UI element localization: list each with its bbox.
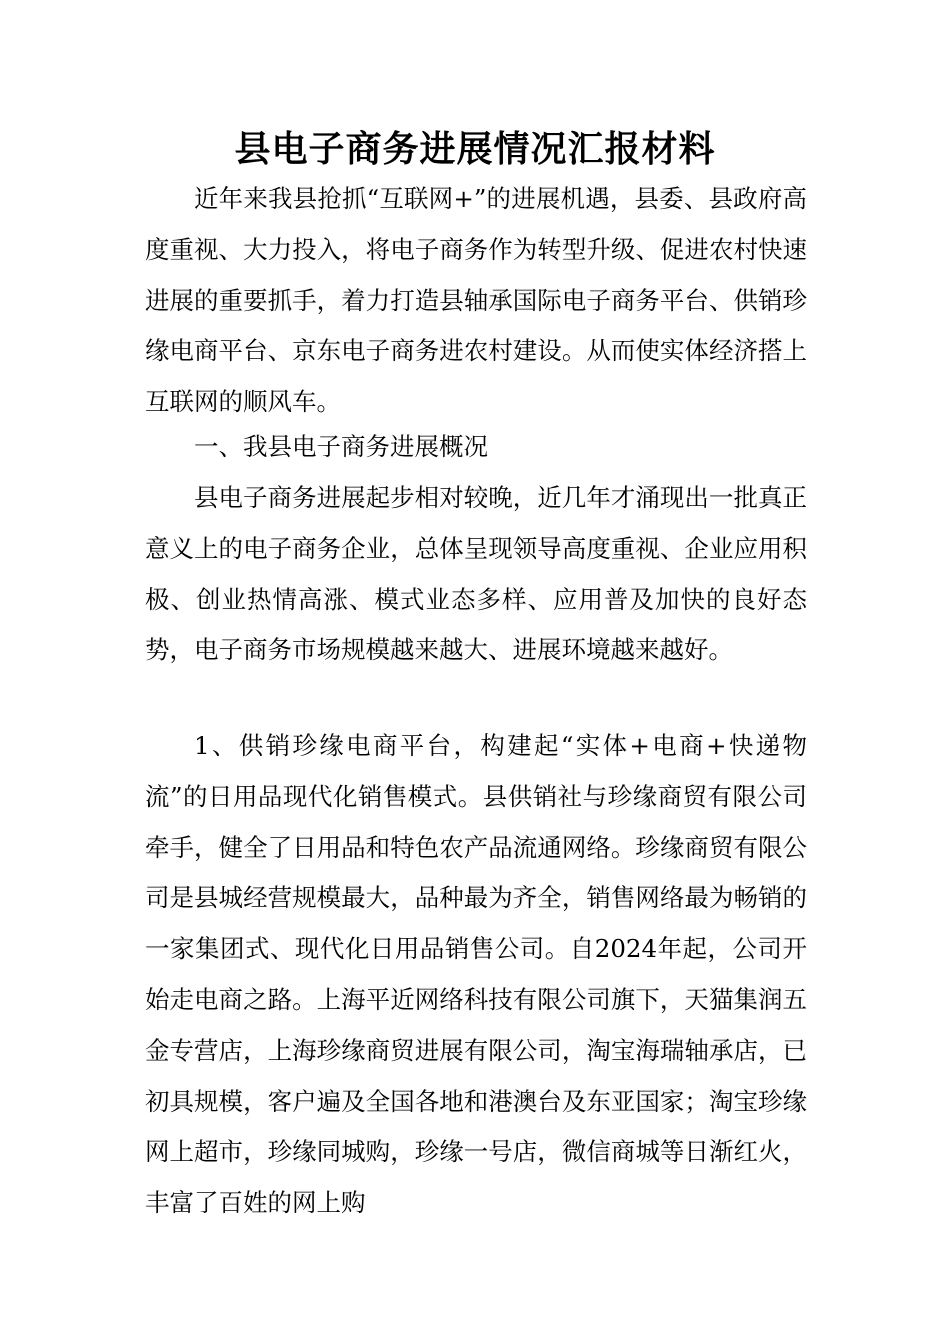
intro-paragraph: 近年来我县抢抓“互联网+”的进展机遇，县委、县政府高度重视、大力投入，将电子商务作为转型升级、促进农村快速进展的重要抓手，着力打造县轴承国际电子商务平台、供销珍缘电商平台、京东电子商务进农村建设。从而使实体经济搭上互联网的顺风车。 — [145, 184, 807, 417]
document-title: 县电子商务进展情况汇报材料 — [234, 129, 716, 170]
section-heading: 一、我县电子商务进展概况 — [194, 432, 488, 461]
item-1-paragraph: 1、供销珍缘电商平台，构建起“实体+电商+快递物流”的日用品现代化销售模式。县供销社与珍缘商贸有限公司牵手，健全了日用品和特色农产品流通网络。珍缘商贸有限公司是县城经营规模最大，品种最为齐全，销售网络最为畅销的一家集团式、现代化日用品销售公司。自2024年起，公司开始走电商之路。上海平近网络科技有限公司旗下，天猫集润五金专营店，上海珍缘商贸进展有限公司，淘宝海瑞轴承店，已初具规模，客户遍及全国各地和港澳台及东亚国家；淘宝珍缘网上超市，珍缘同城购，珍缘一号店，微信商城等日渐红火，丰富了百姓的网上购 — [145, 731, 807, 1218]
overview-paragraph: 县电子商务进展起步相对较晚，近几年才涌现出一批真正意义上的电子商务企业，总体呈现领导高度重视、企业应用积极、创业热情高涨、模式业态多样、应用普及加快的良好态势，电子商务市场规模越来越大、进展环境越来越好。 — [145, 483, 807, 665]
